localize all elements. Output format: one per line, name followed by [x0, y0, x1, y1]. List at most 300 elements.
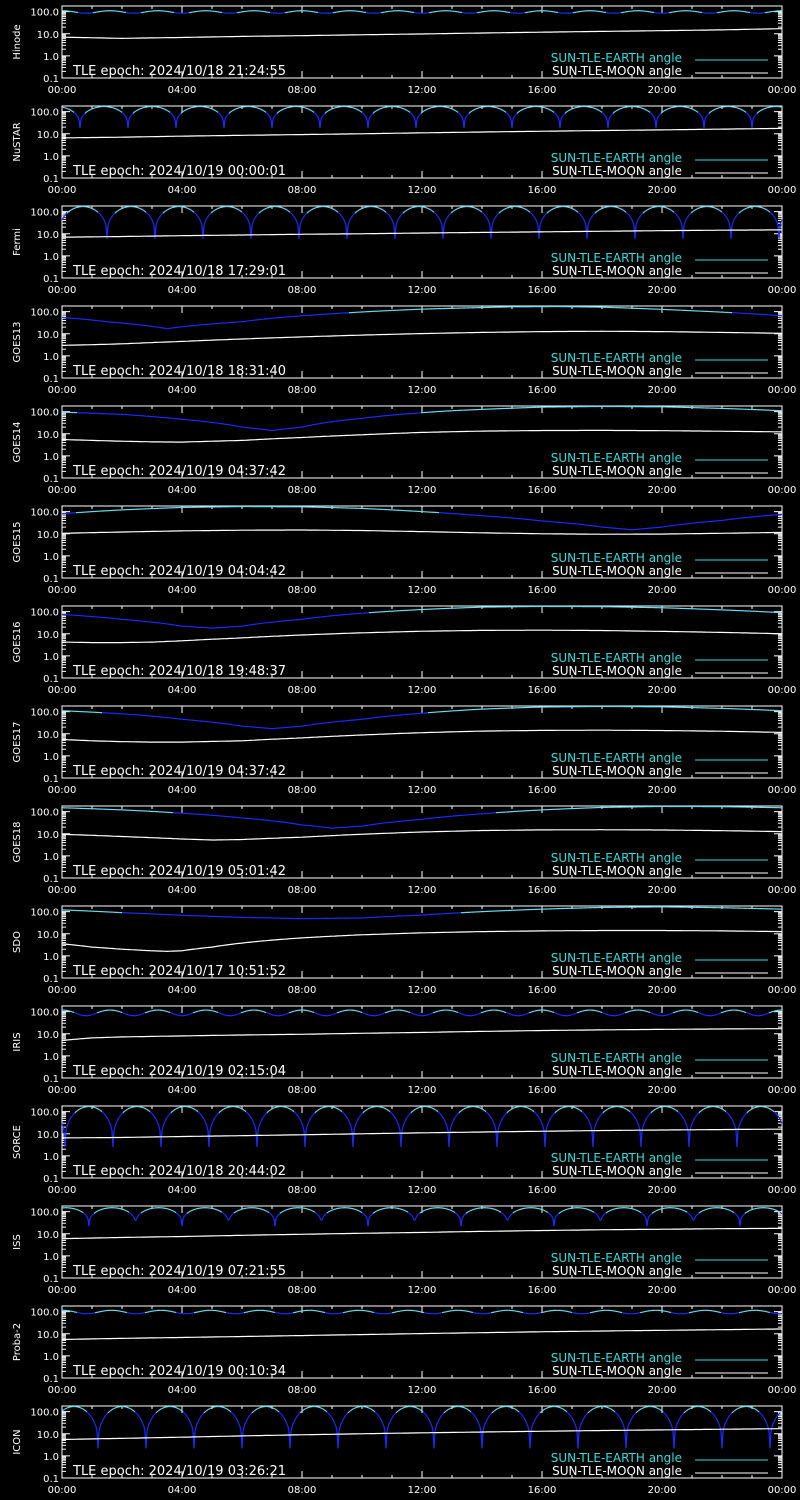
earth-segment: [181, 112, 182, 113]
earth-segment: [696, 111, 697, 112]
earth-segment: [357, 211, 358, 212]
earth-segment: [345, 222, 346, 225]
earth-segment: [670, 209, 671, 210]
earth-segment: [110, 218, 111, 220]
earth-segment: [561, 117, 562, 119]
x-tick-label: 04:00: [167, 285, 197, 296]
earth-segment: [737, 214, 738, 215]
earth-segment: [564, 113, 565, 114]
earth-segment: [245, 215, 246, 216]
earth-segment: [388, 214, 389, 215]
earth-segment: [289, 211, 290, 212]
earth-segment: [576, 211, 577, 212]
earth-segment: [374, 112, 375, 113]
series-sun-tle-moon: [62, 430, 782, 442]
earth-segment: [420, 113, 421, 114]
earth-segment: [120, 111, 121, 112]
earth-segment: [599, 209, 600, 210]
earth-segment: [78, 117, 79, 119]
earth-segment: [469, 112, 470, 113]
earth-segment: [137, 110, 138, 111]
earth-segment: [355, 212, 356, 213]
earth-segment: [471, 111, 472, 112]
legend: [551, 451, 768, 478]
earth-segment: [453, 211, 454, 212]
earth-segment: [196, 214, 197, 215]
x-tick-label: 00:00: [47, 185, 77, 196]
earth-segment: [405, 211, 406, 212]
earth-segment: [148, 214, 149, 215]
earth-segment: [425, 110, 426, 111]
x-tick-label: 00:00: [767, 385, 797, 396]
earth-segment: [657, 117, 658, 119]
earth-segment: [287, 210, 288, 211]
earth-segment: [645, 211, 646, 212]
earth-segment: [698, 112, 699, 113]
earth-segment: [210, 213, 211, 214]
earth-segment: [300, 222, 301, 225]
earth-segment: [191, 210, 192, 211]
earth-segment: [88, 110, 89, 111]
earth-segment: [130, 116, 131, 118]
earth-segment: [749, 116, 750, 118]
earth-segment: [366, 117, 367, 119]
earth-segment: [717, 209, 718, 210]
earth-segment: [617, 110, 618, 111]
earth-segment: [343, 218, 344, 220]
legend-earth-label: SUN-TLE-EARTH angle: [550, 351, 682, 365]
earth-segment: [495, 217, 496, 219]
earth-segment: [97, 211, 98, 212]
y-axis-label: Fermi: [12, 228, 23, 256]
earth-segment: [776, 220, 777, 222]
earth-segment: [251, 226, 252, 239]
earth-segment: [546, 213, 547, 214]
earth-segment: [472, 110, 473, 111]
earth-segment: [650, 112, 651, 113]
series-sun-tle-moon: [62, 128, 782, 138]
earth-segment: [503, 110, 504, 111]
y-tick-label: 10.0: [36, 329, 59, 341]
earth-segment: [361, 112, 362, 113]
earth-segment: [579, 213, 580, 214]
earth-segment: [320, 119, 321, 128]
earth-segment: [548, 211, 549, 212]
earth-segment: [558, 117, 559, 119]
earth-segment: [596, 211, 597, 212]
earth-segment: [625, 211, 626, 212]
earth-segment: [445, 220, 446, 222]
earth-segment: [503, 209, 504, 210]
earth-segment: [660, 113, 661, 114]
earth-segment: [261, 211, 262, 212]
earth-segment: [315, 113, 316, 114]
earth-segment: [249, 222, 250, 225]
earth-segment: [569, 110, 570, 111]
earth-segment: [440, 220, 441, 222]
earth-segment: [311, 110, 312, 111]
earth-segment: [502, 110, 503, 111]
earth-segment: [117, 211, 118, 212]
earth-segment: [310, 110, 311, 111]
earth-segment: [278, 112, 279, 113]
earth-segment: [551, 209, 552, 210]
earth-segment: [648, 209, 649, 210]
earth-segment: [770, 212, 771, 213]
earth-segment: [290, 212, 291, 213]
earth-segment: [259, 212, 260, 213]
earth-segment: [410, 112, 411, 113]
earth-segment: [404, 211, 405, 212]
earth-segment: [692, 211, 693, 212]
earth-segment: [583, 218, 584, 220]
earth-segment: [504, 111, 505, 112]
earth-segment: [663, 111, 664, 112]
earth-segment: [671, 210, 672, 211]
earth-segment: [179, 114, 180, 115]
earth-segment: [516, 113, 517, 114]
legend-moon-label: SUN-TLE-MOON angle: [552, 364, 682, 378]
earth-segment: [87, 111, 88, 112]
tle-epoch: TLE epoch: 2024/10/18 21:24:55: [73, 64, 287, 79]
earth-segment: [401, 214, 402, 215]
earth-segment: [691, 212, 692, 213]
earth-segment: [710, 112, 711, 113]
earth-segment: [252, 222, 253, 225]
earth-segment: [303, 217, 304, 219]
earth-segment: [520, 110, 521, 111]
earth-segment: [66, 213, 67, 214]
earth-segment: [529, 211, 530, 212]
earth-segment: [536, 220, 537, 222]
earth-segment: [246, 217, 247, 219]
earth-segment: [697, 112, 698, 113]
earth-segment: [162, 213, 163, 214]
earth-segment: [437, 215, 438, 216]
x-tick-label: 20:00: [647, 185, 677, 196]
earth-segment: [419, 114, 420, 115]
earth-segment: [238, 209, 239, 210]
earth-segment: [584, 220, 585, 222]
x-tick-label: 16:00: [527, 385, 557, 396]
earth-segment: [224, 119, 225, 128]
earth-segment: [260, 211, 261, 212]
x-tick-label: 16:00: [527, 185, 557, 196]
earth-segment: [473, 110, 474, 111]
earth-segment: [363, 113, 364, 114]
x-tick-label: 00:00: [47, 385, 77, 396]
y-axis-label: GOES13: [12, 321, 23, 363]
earth-segment: [676, 214, 677, 215]
earth-segment: [608, 119, 609, 128]
earth-segment: [143, 210, 144, 211]
earth-segment: [358, 210, 359, 211]
earth-segment: [71, 209, 72, 210]
earth-segment: [324, 113, 325, 114]
earth-segment: [327, 111, 328, 112]
earth-segment: [341, 215, 342, 216]
earth-segment: [334, 209, 335, 210]
earth-segment: [351, 217, 352, 219]
earth-segment: [217, 112, 218, 113]
earth-segment: [435, 213, 436, 214]
earth-segment: [167, 110, 168, 111]
earth-segment: [111, 217, 112, 219]
earth-segment: [407, 209, 408, 210]
earth-segment: [492, 222, 493, 225]
earth-segment: [552, 111, 553, 112]
x-tick-label: 00:00: [47, 585, 77, 596]
earth-segment: [149, 215, 150, 216]
earth-segment: [310, 210, 311, 211]
earth-segment: [735, 217, 736, 219]
earth-segment: [439, 218, 440, 220]
earth-segment: [669, 209, 670, 210]
earth-segment: [161, 214, 162, 215]
earth-segment: [268, 114, 269, 115]
earth-segment: [323, 114, 324, 115]
x-tick-label: 00:00: [47, 285, 77, 296]
earth-segment: [592, 215, 593, 216]
earth-segment: [184, 110, 185, 111]
earth-segment: [502, 210, 503, 211]
earth-segment: [742, 210, 743, 211]
earth-segment: [755, 114, 756, 115]
earth-segment: [754, 116, 755, 118]
earth-segment: [155, 226, 156, 239]
y-tick-label: 1.0: [43, 151, 59, 163]
earth-segment: [626, 212, 627, 213]
earth-segment: [542, 218, 543, 220]
earth-segment: [733, 220, 734, 222]
earth-segment: [131, 114, 132, 115]
earth-segment: [84, 113, 85, 114]
earth-segment: [402, 213, 403, 214]
earth-segment: [226, 116, 227, 118]
earth-segment: [738, 213, 739, 214]
earth-segment: [500, 211, 501, 212]
earth-segment: [408, 111, 409, 112]
y-tick-label: 0.1: [43, 74, 59, 85]
earth-segment: [615, 111, 616, 112]
earth-segment: [237, 209, 238, 210]
earth-segment: [547, 212, 548, 213]
earth-segment: [573, 209, 574, 210]
earth-segment: [222, 117, 223, 119]
earth-segment: [165, 211, 166, 212]
x-tick-label: 04:00: [167, 485, 197, 496]
earth-segment: [219, 113, 220, 114]
earth-segment: [240, 211, 241, 212]
earth-segment: [554, 112, 555, 113]
legend: [551, 351, 768, 378]
x-tick-label: 12:00: [407, 185, 437, 196]
earth-segment: [612, 113, 613, 114]
earth-segment: [160, 215, 161, 216]
earth-segment: [273, 117, 274, 119]
earth-segment: [614, 112, 615, 113]
earth-segment: [118, 110, 119, 111]
earth-segment: [243, 213, 244, 214]
earth-segment: [301, 220, 302, 222]
panel-hinode: [0, 0, 800, 100]
legend-moon-label: SUN-TLE-MOON angle: [552, 164, 682, 178]
earth-segment: [387, 213, 388, 214]
earth-segment: [98, 212, 99, 213]
earth-segment: [686, 218, 687, 220]
earth-segment: [504, 209, 505, 210]
x-tick-label: 20:00: [647, 385, 677, 396]
y-axis-label: Hinode: [12, 24, 23, 60]
earth-segment: [580, 214, 581, 215]
earth-segment: [690, 213, 691, 214]
earth-segment: [450, 213, 451, 214]
earth-segment: [646, 110, 647, 111]
earth-segment: [119, 110, 120, 111]
earth-segment: [147, 213, 148, 214]
earth-segment: [326, 112, 327, 113]
earth-segment: [368, 119, 369, 128]
earth-segment: [434, 212, 435, 213]
earth-segment: [720, 211, 721, 212]
earth-segment: [86, 112, 87, 113]
earth-segment: [95, 210, 96, 211]
x-tick-label: 04:00: [167, 385, 197, 396]
earth-segment: [429, 209, 430, 210]
earth-segment: [325, 112, 326, 113]
earth-segment: [643, 212, 644, 213]
earth-segment: [726, 217, 727, 219]
earth-segment: [632, 220, 633, 222]
earth-segment: [688, 215, 689, 216]
earth-segment: [164, 211, 165, 212]
earth-segment: [658, 116, 659, 118]
earth-segment: [436, 214, 437, 215]
earth-segment: [386, 212, 387, 213]
earth-segment: [195, 213, 196, 214]
earth-segment: [264, 209, 265, 210]
earth-segment: [83, 114, 84, 115]
earth-segment: [128, 119, 129, 128]
x-tick-label: 00:00: [767, 485, 797, 496]
earth-segment: [244, 214, 245, 215]
earth-segment: [68, 211, 69, 212]
series-sun-tle-moon: [62, 29, 782, 39]
earth-segment: [696, 209, 697, 210]
earth-segment: [118, 210, 119, 211]
earth-segment: [550, 110, 551, 111]
x-tick-label: 08:00: [287, 485, 317, 496]
earth-segment: [142, 209, 143, 210]
earth-segment: [371, 114, 372, 115]
earth-segment: [515, 114, 516, 115]
x-tick-label: 20:00: [647, 285, 677, 296]
earth-segment: [306, 213, 307, 214]
earth-segment: [229, 112, 230, 113]
y-axis-label: GOES15: [12, 521, 23, 563]
earth-segment: [376, 110, 377, 111]
x-tick-label: 00:00: [47, 485, 77, 496]
earth-segment: [152, 220, 153, 222]
y-tick-label: 0.1: [43, 374, 59, 385]
earth-segment: [713, 110, 714, 111]
earth-segment: [417, 117, 418, 119]
x-tick-label: 12:00: [407, 485, 437, 496]
earth-segment: [214, 110, 215, 111]
earth-segment: [225, 117, 226, 119]
legend: [551, 251, 768, 278]
x-tick-label: 00:00: [767, 85, 797, 96]
earth-segment: [506, 112, 507, 113]
y-tick-label: 100.0: [30, 207, 59, 219]
earth-segment: [262, 110, 263, 111]
earth-segment: [265, 112, 266, 113]
earth-segment: [317, 116, 318, 118]
earth-segment: [108, 222, 109, 225]
legend: [551, 51, 768, 78]
earth-segment: [606, 117, 607, 119]
earth-segment: [141, 209, 142, 210]
earth-segment: [201, 222, 202, 225]
earth-segment: [674, 212, 675, 213]
earth-segment: [459, 113, 460, 114]
earth-segment: [385, 211, 386, 212]
earth-segment: [82, 116, 83, 118]
earth-segment: [113, 214, 114, 215]
earth-segment: [133, 112, 134, 113]
earth-segment: [648, 111, 649, 112]
earth-segment: [203, 226, 204, 239]
x-tick-label: 04:00: [167, 585, 197, 596]
earth-segment: [270, 117, 271, 119]
earth-segment: [189, 209, 190, 210]
earth-segment: [264, 111, 265, 112]
earth-segment: [158, 218, 159, 220]
earth-segment: [359, 209, 360, 210]
earth-segment: [700, 114, 701, 115]
legend-earth-label: SUN-TLE-EARTH angle: [550, 151, 682, 165]
earth-segment: [478, 209, 479, 210]
earth-segment: [518, 112, 519, 113]
earth-segment: [724, 214, 725, 215]
earth-segment: [574, 209, 575, 210]
earth-segment: [381, 209, 382, 210]
x-tick-label: 08:00: [287, 285, 317, 296]
earth-segment: [129, 117, 130, 119]
earth-segment: [119, 209, 120, 210]
earth-segment: [457, 112, 458, 113]
earth-segment: [115, 212, 116, 213]
earth-segment: [680, 220, 681, 222]
earth-segment: [352, 215, 353, 216]
earth-segment: [729, 222, 730, 225]
earth-segment: [153, 222, 154, 225]
earth-segment: [498, 213, 499, 214]
earth-segment: [134, 112, 135, 113]
earth-segment: [485, 215, 486, 216]
x-tick-label: 04:00: [167, 85, 197, 96]
earth-segment: [421, 112, 422, 113]
earth-segment: [609, 117, 610, 119]
earth-segment: [322, 116, 323, 118]
earth-segment: [168, 111, 169, 112]
earth-segment: [537, 222, 538, 225]
earth-segment: [362, 112, 363, 113]
earth-segment: [390, 217, 391, 219]
earth-segment: [467, 114, 468, 115]
earth-segment: [702, 117, 703, 119]
earth-segment: [72, 209, 73, 210]
